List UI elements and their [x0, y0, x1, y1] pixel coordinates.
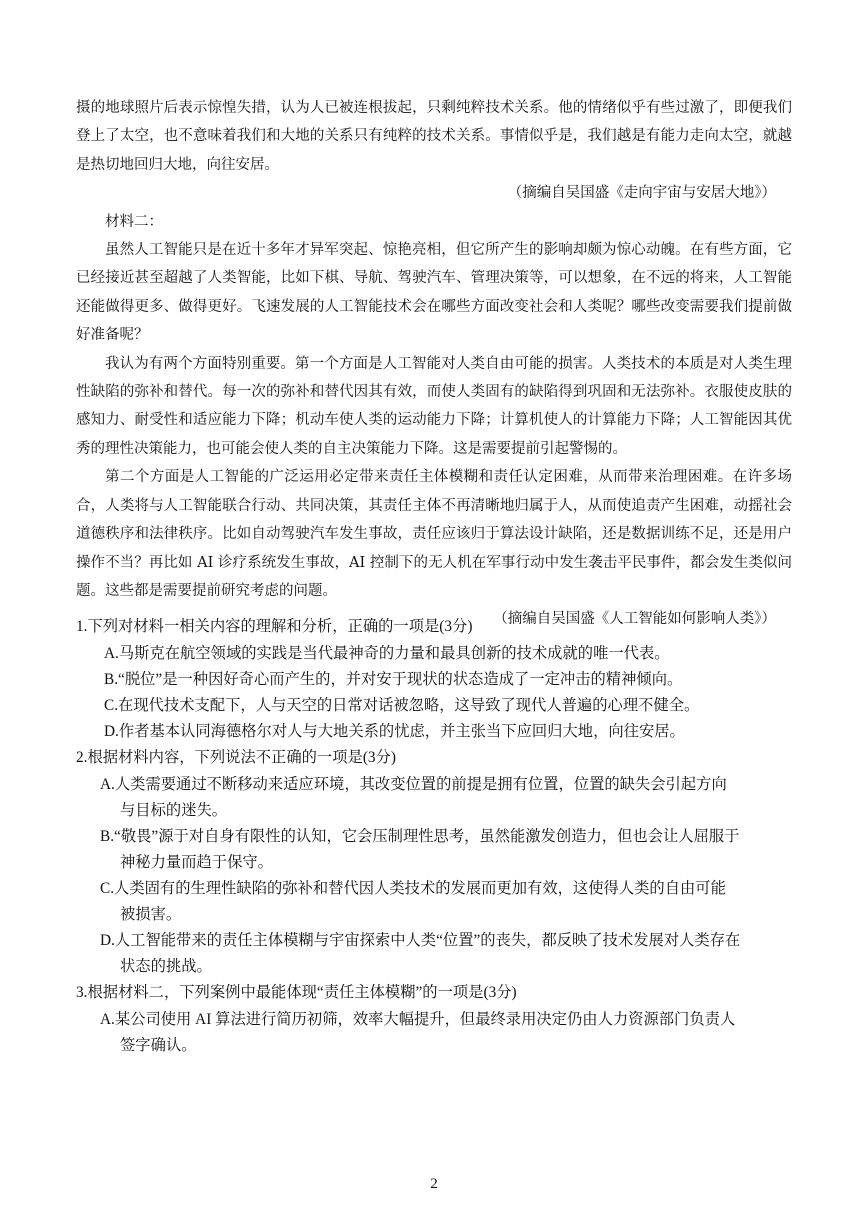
question-stem: 2.根据材料内容，下列说法不正确的一项是(3分) — [76, 749, 396, 766]
answer-option-a[interactable] — [76, 772, 792, 824]
answer-option-b[interactable] — [76, 824, 792, 876]
option-text-line-1: C.人类固有的生理性缺陷的弥补和替代因人类技术的发展而更加有效，这使得人类的自由可能 — [100, 880, 726, 897]
question-3 — [76, 980, 792, 1059]
material-two-heading: 材料二： — [105, 213, 163, 230]
page-number: 2 — [430, 1176, 438, 1192]
answer-option-d[interactable] — [76, 928, 792, 980]
answer-option-d[interactable]: D.作者基本认同海德格尔对人与大地关系的忧虑，并主张当下应回归大地，向往安居。 — [104, 723, 685, 740]
option-text-line-2: 神秘力量而趋于保守。 — [120, 854, 273, 871]
option-text-line-2: 与目标的迷失。 — [120, 802, 228, 819]
source-citation-two: （摘编自吴国盛《人工智能如何影响人类》） — [493, 611, 776, 628]
answer-option-a[interactable]: A.马斯克在航空领域的实践是当代最神奇的力量和最具创新的技术成就的唯一代表。 — [104, 645, 670, 662]
option-text-line-2: 签字确认。 — [120, 1037, 197, 1054]
answer-option-c[interactable] — [76, 876, 792, 928]
material-two-paragraph: 我认为有两个方面特别重要。第一个方面是人工智能对人类自由可能的损害。人类技术的本质是对人类生理性缺陷的弥补和替代。每一次的弥补和替代因其有效，而使人类固有的缺陷得到巩固和无法弥补。衣服使皮肤的感知力、耐受性和适应能力下降；机动车使人类的运动能力下降；计算机使人的计算能力下降；人工智能因其优秀的理性决策能力，也可能会使人类的自主决策能力下降。这是需要提前引起警惕的。 — [76, 355, 792, 457]
answer-option-b[interactable]: B.“脱位”是一种因好奇心而产生的，并对安于现状的状态造成了一定冲击的精神倾向。 — [104, 671, 683, 688]
option-text-line-1: A.人类需要通过不断移动来适应环境，其改变位置的前提是拥有位置，位置的缺失会引起方向 — [100, 776, 727, 793]
question-2 — [76, 745, 792, 980]
material-two-paragraph: 第二个方面是人工智能的广泛运用必定带来责任主体模糊和责任认定困难，从而带来治理困难。在许多场合，人类将与人工智能联合行动、共同决策，其责任主体不再清晰地归属于人，从而使追责产生困难，动摇社会道德秩序和法律秩序。比如自动驾驶汽车发生事故，责任应该归于算法设计缺陷，还是数据训练不足，还是用户操作不当？再比如 AI 诊疗系统发生事故，AI 控制下的无人机在军事行动中发生袭击平民事件，都会发生类似问题。这些都是需要提前研究考虑的问题。 — [76, 469, 792, 599]
question-1 — [76, 614, 792, 745]
source-citation-one: （摘编自吴国盛《走向宇宙与安居大地》） — [507, 185, 776, 202]
option-text-line-1: D.人工智能带来的责任主体模糊与宇宙探索中人类“位置”的丧失，都反映了技术发展对人类存在 — [100, 932, 741, 949]
question-stem: 1.下列对材料一相关内容的理解和分析，正确的一项是(3分) — [76, 618, 473, 635]
reading-passage — [76, 94, 792, 634]
option-text-line-2: 状态的挑战。 — [120, 958, 212, 975]
option-text-line-1: A.某公司使用 AI 算法进行简历初筛，效率大幅提升，但最终录用决定仍由人力资源部门负责人 — [100, 1011, 736, 1028]
option-text-line-1: B.“敬畏”源于对自身有限性的认知，它会压制理性思考，虽然能激发创造力，但也会让人屈服于 — [100, 828, 740, 845]
material-two-paragraph: 虽然人工智能只是在近十多年才异军突起、惊艳亮相，但它所产生的影响却颇为惊心动魄。在有些方面，它已经接近甚至超越了人类智能，比如下棋、导航、驾驶汽车、管理决策等，可以想象，在不远的将来，人工智能还能做得更多、做得更好。飞速发展的人工智能技术会在哪些方面改变社会和人类呢？哪些改变需要我们提前做好准备呢？ — [76, 242, 792, 344]
question-section — [76, 614, 792, 1059]
option-text-line-2: 被损害。 — [120, 906, 182, 923]
answer-option-c[interactable]: C.在现代技术支配下，人与天空的日常对话被忽略，这导致了现代人普遍的心理不健全。 — [104, 697, 700, 714]
answer-option-a[interactable] — [76, 1007, 792, 1059]
material-one-tail: 摄的地球照片后表示惊惶失措，认为人已被连根拔起，只剩纯粹技术关系。他的情绪似乎有些过激了，即便我们登上了太空，也不意味着我们和大地的关系只有纯粹的技术关系。事情似乎是，我们越是有能力走向太空，就越是热切地回归大地，向往安居。 — [76, 100, 792, 173]
question-stem: 3.根据材料二，下列案例中最能体现“责任主体模糊”的一项是(3分) — [76, 984, 517, 1001]
